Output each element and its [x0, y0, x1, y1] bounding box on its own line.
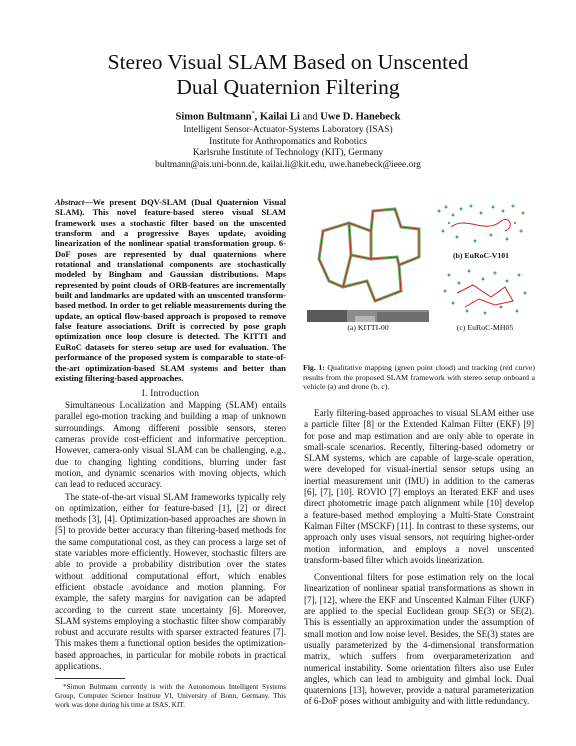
body-paragraph: Conventional filters for pose estimation rely on the local linearization of nonlinear spatial transformations as shown in [7], [12], where the EKF and Unscented Kalman Filter (UKF) are applied to the special Euclidean group SE(3) or SE(2). This is essentially an approximation under the assumption of small motion and low noise level. Besides, the SE(3) states are usually parameterized by the 4-dimensional transformation matrix, which suffers from overparameterization and numerical instability. Some orientation filters also use Euler angles, which can lead to ambiguity and gimbal lock. Dual quaternions [13], however, provide a natural parameterization of 6-DoF poses without ambiguity and with little redundancy. — [304, 572, 534, 707]
affiliation-line: Intelligent Sensor-Actuator-Systems Laboratory (ISAS) — [183, 125, 393, 135]
trajectory-line — [319, 209, 419, 301]
figure-label: Fig. 1: — [303, 363, 325, 372]
pointcloud-map — [438, 205, 525, 243]
right-column — [304, 408, 534, 714]
email-line: bultmann@ais.uni-bonn.de, kailai.li@kit.edu, uwe.hanebeck@ieee.org — [155, 159, 421, 170]
kitti-map-image — [309, 201, 427, 309]
affiliation-line: Karlsruhe Institute of Technology (KIT), Germany — [192, 148, 384, 159]
subcaption-a: (a) KITTI-00 — [347, 323, 389, 332]
trajectory-line — [451, 219, 510, 231]
abstract — [55, 197, 286, 383]
subcaption-b: (b) EuRoC-V101 — [452, 251, 510, 260]
pointcloud-map — [444, 270, 527, 315]
subcaption-c: (c) EuRoC-MH05 — [456, 323, 514, 332]
author-list — [0, 111, 576, 123]
affiliation-block — [0, 125, 576, 171]
euroc-mh05-image — [439, 263, 531, 321]
section-heading-introduction: I. Introduction — [141, 388, 200, 399]
abstract-text: We present DQV-SLAM (Dual Quaternion Visual SLAM). This novel feature-based stereo visual SLAM framework uses a stochastic filter based on the unscented transform and a progressive Bayes update, avoiding linearization of the nonlinear spatial transformation group. 6-DoF poses are represented by dual quaternions where rotational and translational components are stochastically modeled by Bingham and Gaussian distributions. Maps represented by point clouds of ORB-features are incrementally built and landmarks are updated with an unscented transform-based method. In order to get reliable measurements during the update, an optical flow-based approach is proposed to remove false feature associations. Drift is corrected by pose graph optimization once loop closure is detected. The KITTI and EuRoC datasets for stereo setup are used for evaluation. The performance of the proposed system is comparable to state-of-the-art optimization-based SLAM systems and better than existing filtering-based approaches. — [55, 197, 286, 383]
title-line-2: Dual Quaternion Filtering — [176, 75, 400, 99]
author-1-footnote-mark: * — [251, 111, 255, 117]
author-1: Simon Bultmann — [175, 111, 252, 123]
footnote: *Simon Bultmann currently is with the Autonomous Intelligent Systems Group, Computer Science Institute VI, University of Bonn, Germany. This work was done during his time at ISAS, KIT. — [55, 683, 286, 709]
paper-title — [0, 50, 576, 100]
figure-caption-text: Qualitative mapping (green point cloud) and tracking (red curve) results from the proposed SLAM framework with stereo setup onboard a vehicle (a) and drone (b, c). — [303, 363, 535, 392]
euroc-v101-image — [431, 201, 531, 247]
left-column — [55, 197, 286, 710]
body-paragraph: Simultaneous Localization and Mapping (SLAM) entails parallel ego-motion tracking and building a map of unknown surroundings. Among different possible sensors, stereo cameras provide cost-efficient and informative perception. However, camera-only visual SLAM can be challenging, e.g., due to changing lighting conditions, blurring under fast motion, and dynamic scenarios with moving objects, which can lead to reduced accuracy. — [55, 400, 286, 490]
kitti-camera-image — [307, 310, 429, 322]
body-paragraph: Early filtering-based approaches to visual SLAM either use a particle filter [8] or the Extended Kalman Filter (EKF) [9] for pose and map estimation and are only able to operate in small-scale scenarios. Recently, filtering-based odometry or SLAM systems, which are capable of large-scale operation, were developed for visual-inertial sensor setups using an inertial measurement unit (IMU) in addition to the cameras [6], [7], [10]. ROVIO [7] employs an Iterated EKF and uses direct photometric image patch alignment while [10] develop a feature-based method employing a Multi-State Constraint Kalman Filter (MSCKF) [11]. In contrast to these systems, our approach only uses visual sensors, not requiring higher-order motion information, and employs a novel unscented transform-based filter which avoids linearization. — [304, 408, 534, 565]
author-separator: and — [299, 111, 321, 123]
abstract-label: Abstract — [55, 197, 85, 207]
footnote-rule — [55, 678, 125, 679]
author-3: Uwe D. Hanebeck — [320, 111, 401, 123]
body-paragraph: The state-of-the-art visual SLAM frameworks typically rely on optimization, either for feature-based [1], [2] or direct methods [3], [4]. Optimization-based approaches are shown in [5] to provide better accuracy than filtering-based methods for the same computational cost, as they can process a large set of state variables more efficiently. However, stochastic filters are able to provide a probability distribution over the states without additional computational effort, which enables efficient obstacle avoidance and motion planning. For example, the safety margins for navigation can be adapted according to the current state uncertainty [6]. Moreover, SLAM systems employing a stochastic filter show comparably robust and accurate results with sparser extracted features [7]. This makes them a functional option besides the optimization-based approaches, in particular for mobile robots in practical applications. — [55, 491, 286, 672]
figure-1-caption — [303, 363, 535, 392]
affiliation-line: Institute for Anthropomatics and Robotics — [209, 136, 367, 147]
author-2: Kailai Li — [259, 111, 300, 123]
trajectory-line — [457, 285, 513, 307]
title-line-1: Stereo Visual SLAM Based on Unscented — [107, 50, 469, 74]
author-separator: , — [254, 111, 260, 123]
abstract-dash: — — [84, 197, 93, 207]
